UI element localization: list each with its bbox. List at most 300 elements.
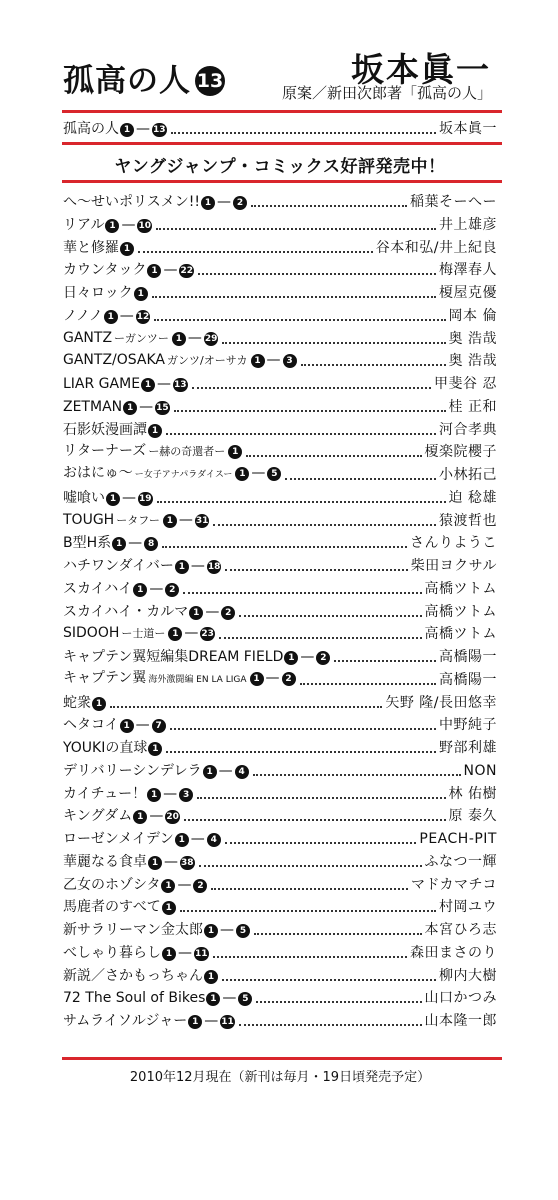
- vol-from-badge: 1: [206, 992, 220, 1006]
- book-row: [63, 669, 497, 689]
- vol-from-badge: 1: [161, 879, 175, 893]
- vol-to-badge: 15: [156, 402, 169, 413]
- book-author: 高橋ツトム: [424, 580, 497, 597]
- book-author: 猿渡哲也: [439, 512, 497, 529]
- volume-range-dash: —: [218, 762, 233, 779]
- vol-to-badge: 8: [144, 537, 158, 551]
- vol-from-badge: 1: [148, 856, 162, 870]
- book-row: [63, 942, 497, 962]
- vol-to-badge: 2: [165, 583, 179, 597]
- book-title-text: 孤高の人: [63, 63, 191, 99]
- book-row: [63, 328, 497, 348]
- book-row: [63, 623, 497, 643]
- book-author: 本宮ひろ志: [424, 922, 497, 938]
- dotted-leader: [254, 933, 422, 935]
- vol-to-badge: 5: [267, 467, 281, 481]
- volume-badge: 13: [195, 66, 225, 96]
- book-author: 岡本 倫: [448, 307, 497, 324]
- book-author: PEACH-PIT: [419, 831, 497, 847]
- dotted-leader: [184, 819, 446, 821]
- book-subtitle: 海外激闘編 EN LA LIGA: [148, 674, 247, 685]
- vol-from-badge: 1: [120, 242, 134, 256]
- book-title-cell: [63, 830, 222, 848]
- dotted-leader: [334, 660, 436, 662]
- book-title: キャプテン翼短編集DREAM FIELD: [63, 649, 284, 665]
- dotted-leader: [170, 728, 436, 730]
- vol-from-badge: 1: [188, 1015, 202, 1029]
- book-title-cell: [63, 876, 208, 894]
- volume-range-dash: —: [163, 785, 178, 802]
- dotted-leader: [256, 1001, 421, 1003]
- vol-from-badge: 1: [141, 378, 155, 392]
- vol-from-badge: 1: [133, 583, 147, 597]
- volume-range-dash: —: [149, 580, 164, 597]
- book-author: NON: [463, 762, 497, 779]
- book-title: スカイハイ: [63, 580, 133, 597]
- vol-to-badge: 11: [195, 948, 208, 959]
- vol-from-badge: 1: [147, 264, 161, 278]
- volume-range-dash: —: [157, 376, 172, 392]
- book-author: マドカマチコ: [410, 876, 497, 893]
- dotted-leader: [138, 251, 373, 253]
- vol-to-badge: 5: [236, 924, 250, 938]
- book-title: 新サラリーマン金太郎: [63, 922, 203, 938]
- vol-from-badge: 1: [251, 354, 265, 368]
- book-title: ノノノ: [63, 307, 103, 324]
- vol-from-badge: 1: [133, 810, 147, 824]
- book-title-cell: [63, 193, 248, 211]
- book-row: [63, 692, 497, 712]
- book-title: 華と修羅: [63, 239, 119, 256]
- dotted-leader: [301, 364, 446, 366]
- book-author: 森田まさのり: [410, 944, 497, 961]
- book-title: べしゃり暮らし: [63, 944, 161, 961]
- volume-range-dash: —: [178, 511, 193, 528]
- book-author: 高橋陽一: [439, 649, 497, 665]
- book-title-cell: [63, 216, 153, 234]
- volume-range-dash: —: [121, 216, 136, 233]
- dotted-leader: [239, 615, 421, 617]
- vol-to-badge: 38: [181, 857, 194, 868]
- book-author: 桂 正和: [448, 398, 497, 415]
- book-author: 高橋ツトム: [424, 626, 497, 643]
- book-title: リアル: [63, 216, 105, 233]
- volume-range-dash: —: [177, 876, 192, 893]
- vol-to-badge: 5: [238, 992, 252, 1006]
- vol-from-badge: 1: [92, 697, 106, 711]
- book-title-cell: [63, 284, 149, 302]
- book-row: [63, 965, 497, 985]
- book-row: [63, 646, 497, 666]
- book-title-cell: [63, 421, 163, 439]
- vol-to-badge: 2: [221, 606, 235, 620]
- volume-range-dash: —: [216, 194, 231, 210]
- book-title: 蛇衆: [63, 694, 91, 711]
- dotted-leader: [157, 501, 446, 503]
- book-title-cell: [63, 785, 194, 803]
- book-title-cell: [63, 398, 171, 416]
- book-title-cell: [63, 375, 189, 393]
- vol-from-badge: 1: [235, 467, 249, 481]
- book-row: [63, 851, 497, 871]
- book-title-cell: [63, 967, 219, 985]
- vol-to-badge: 31: [195, 515, 209, 526]
- book-title: ZETMAN: [63, 398, 123, 415]
- vol-to-badge: 2: [282, 672, 296, 686]
- dotted-leader: [253, 774, 461, 776]
- book-subtitle: ータフー: [116, 513, 160, 527]
- book-row: [63, 464, 497, 484]
- book-title: 72 The Soul of Bikes: [63, 990, 206, 1007]
- book-row: [63, 305, 497, 325]
- dotted-leader: [300, 683, 437, 685]
- book-title-cell: [63, 511, 210, 530]
- volume-range-dash: —: [300, 649, 315, 665]
- volume-range-dash: —: [220, 922, 234, 938]
- book-author: 野部利雄: [439, 740, 497, 756]
- vol-from-badge: 1: [163, 514, 177, 528]
- book-author: 甲斐谷 忍: [434, 376, 497, 392]
- book-title: GANTZ: [63, 329, 113, 346]
- vol-from-badge: 1: [250, 672, 264, 686]
- vol-from-badge: 1: [104, 310, 118, 324]
- book-title-cell: [63, 762, 250, 780]
- book-title: 乙女のホゾシタ: [63, 876, 161, 893]
- book-title-cell: [63, 716, 167, 734]
- book-title: GANTZ/OSAKA: [63, 352, 166, 369]
- book-subtitle: ー女子アナパラダイスー: [134, 470, 233, 480]
- book-author: さんりようこ: [410, 535, 497, 552]
- footer-note: 2010年12月現在（新刊は毎月・19日頃発売予定）: [129, 1070, 431, 1085]
- book-title-cell: [63, 307, 151, 325]
- book-title-cell: [63, 807, 181, 825]
- book-title-cell: [63, 603, 236, 621]
- vol-from-badge: 1: [284, 651, 298, 665]
- page-header: [0, 0, 558, 110]
- book-title: ヘタコイ: [63, 717, 119, 734]
- vol-from-badge: 1: [148, 424, 162, 438]
- book-title-cell: [63, 261, 195, 279]
- vol-from-badge: 1: [162, 901, 176, 915]
- volume-range-dash: —: [222, 990, 237, 1007]
- volume-range-dash: —: [135, 717, 150, 734]
- book-title: おはにゅ〜: [63, 465, 133, 481]
- volume-range-dash: —: [178, 944, 192, 961]
- dotted-leader: [198, 273, 436, 275]
- vol-to-badge: 29: [204, 333, 218, 344]
- red-rule-bottom: [62, 1057, 502, 1060]
- book-title-cell: [63, 898, 177, 916]
- volume-range-dash: —: [164, 853, 178, 870]
- vol-from-badge: 1: [204, 970, 218, 984]
- book-row: [63, 601, 497, 621]
- book-title-cell: [63, 944, 210, 962]
- book-row: [63, 396, 497, 416]
- book-author: 井上雄彦: [439, 216, 497, 233]
- book-title: カウンタック: [63, 262, 147, 279]
- volume-range-dash: —: [190, 831, 205, 847]
- book-author: 奥 浩哉: [448, 353, 497, 370]
- book-subtitle: ガンツ/オーサカ: [167, 354, 248, 368]
- book-author: 榎楽院櫻子: [424, 444, 497, 461]
- dotted-leader: [156, 228, 436, 230]
- dotted-leader: [166, 433, 436, 435]
- book-subtitle: ー赫の奇還者ー: [148, 445, 226, 459]
- vol-from-badge: 1: [112, 537, 126, 551]
- current-series-title: 孤高の人: [63, 121, 119, 137]
- vol-from-badge: 1: [147, 788, 161, 802]
- dotted-leader: [197, 797, 445, 799]
- vol-from-badge: 1: [228, 445, 242, 459]
- book-author: 柳内大樹: [439, 967, 497, 984]
- book-author: 原 泰久: [448, 808, 497, 825]
- book-author: 村岡ユウ: [439, 899, 497, 916]
- book-row: [63, 987, 497, 1007]
- book-author: 迫 稔雄: [448, 489, 497, 506]
- book-title: SIDOOH: [63, 625, 120, 642]
- book-row: [63, 441, 497, 461]
- dotted-leader: [251, 205, 407, 207]
- book-title-cell: [63, 442, 243, 461]
- volume-range-dash: —: [122, 489, 136, 506]
- book-row: [63, 783, 497, 803]
- vol-to-badge: 19: [139, 493, 152, 504]
- dotted-leader: [154, 319, 445, 321]
- book-title: サムライソルジャー: [63, 1013, 188, 1029]
- book-row: [63, 919, 497, 939]
- book-title: デリバリーシンデレラ: [63, 762, 202, 779]
- book-title-cell: [63, 239, 135, 257]
- dotted-leader: [110, 706, 382, 708]
- book-title-cell: [63, 351, 298, 370]
- vol-to-badge: 22: [180, 266, 193, 277]
- volume-range-dash: —: [190, 558, 205, 574]
- red-rule-banner: [62, 180, 502, 183]
- book-title: スカイハイ・カルマ: [63, 603, 189, 620]
- dotted-leader: [225, 569, 407, 571]
- vol-to-badge: 3: [179, 788, 193, 802]
- vol-to-badge: 12: [136, 311, 150, 322]
- book-row: [63, 487, 497, 507]
- volume-range-dash: —: [119, 307, 134, 324]
- book-title: リターナーズ: [63, 443, 147, 460]
- book-title: カイチュー！: [63, 785, 147, 802]
- book-title-cell: [63, 853, 196, 871]
- vol-to-badge: 2: [316, 651, 330, 665]
- book-title: [63, 55, 225, 100]
- book-row: [63, 419, 497, 439]
- dotted-leader: [219, 637, 422, 639]
- original-work-credit: 原案／新田次郎著「孤高の人」: [281, 84, 492, 102]
- book-title: 馬鹿者のすべて: [63, 899, 161, 916]
- vol-from-badge: 1: [203, 765, 217, 779]
- book-row: [63, 760, 497, 780]
- vol-from-badge: 1: [106, 492, 120, 506]
- red-rule-mid: [62, 142, 502, 145]
- book-subtitle: ーガンツー: [114, 331, 169, 345]
- book-title-cell: [63, 989, 253, 1007]
- book-row: [63, 737, 497, 757]
- vol-to-badge: 11: [221, 1017, 234, 1027]
- volume-range-dash: —: [128, 535, 143, 552]
- book-author: 山本隆一郎: [424, 1013, 497, 1029]
- current-series-author: 坂本眞一: [439, 121, 497, 137]
- volume-range-dash: —: [266, 352, 281, 369]
- book-author: 河合孝典: [439, 421, 497, 438]
- book-title-cell: [63, 329, 219, 348]
- vol-from-badge: 1: [134, 287, 148, 301]
- dotted-leader: [152, 296, 436, 298]
- book-row: [63, 237, 497, 257]
- book-author: 小林拓己: [439, 467, 497, 483]
- book-author: 稲葉そーへー: [410, 194, 497, 210]
- volume-range-dash: —: [184, 625, 199, 642]
- book-row: [63, 896, 497, 916]
- book-row: [63, 214, 497, 234]
- dotted-leader: [171, 132, 436, 134]
- book-title: キングダム: [63, 808, 133, 825]
- book-title: B型H系: [63, 535, 112, 552]
- dotted-leader: [239, 1024, 422, 1026]
- book-author: 奥 浩哉: [448, 330, 497, 347]
- vol-to-badge: 2: [193, 879, 207, 893]
- vol-to-badge: 20: [166, 812, 179, 823]
- book-title-cell: [63, 489, 154, 507]
- book-title-cell: [63, 669, 297, 689]
- book-subtitle: ー士道ー: [121, 627, 166, 641]
- book-title: ローゼンメイデン: [63, 831, 174, 847]
- book-title-cell: [63, 534, 159, 552]
- book-row: [63, 373, 497, 393]
- book-row: [63, 555, 497, 575]
- book-author: 柴田ヨクサル: [410, 558, 497, 574]
- book-title-cell: [63, 694, 107, 712]
- vol-from-badge: 1: [201, 196, 215, 210]
- book-title: 日々ロック: [63, 285, 133, 301]
- vol-to-badge: 4: [207, 833, 221, 847]
- book-title: LIAR GAME: [63, 376, 141, 392]
- book-author: 榎屋克優: [439, 285, 497, 301]
- book-row: [63, 259, 497, 279]
- book-row: [63, 578, 497, 598]
- book-author: 矢野 隆/長田悠幸: [385, 694, 497, 711]
- book-title: YOUKIの直球: [63, 740, 148, 756]
- vol-from-badge: 1: [172, 332, 186, 346]
- dotted-leader: [183, 592, 421, 594]
- book-title-cell: [63, 1012, 236, 1030]
- dotted-leader: [211, 888, 408, 890]
- vol-to-badge: 18: [207, 562, 221, 572]
- dotted-leader: [180, 910, 436, 912]
- vol-to-badge: 4: [235, 765, 249, 779]
- book-title-cell: [63, 648, 331, 666]
- vol-from-badge: 1: [189, 606, 203, 620]
- dotted-leader: [162, 546, 407, 548]
- volume-range-dash: —: [187, 329, 202, 346]
- vol-from-badge: 1: [148, 742, 162, 756]
- book-row: [63, 282, 497, 302]
- dotted-leader: [222, 979, 436, 981]
- dotted-leader: [174, 410, 446, 412]
- book-title: 石影妖漫画譚: [63, 421, 147, 438]
- book-title: 華麗なる食卓: [63, 853, 147, 870]
- dotted-leader: [199, 865, 422, 867]
- vol-from-badge: 1: [120, 123, 134, 137]
- book-row: [63, 532, 497, 552]
- vol-to-badge: 13: [174, 380, 187, 390]
- volume-range-dash: —: [139, 398, 154, 415]
- vol-from-badge: 1: [175, 560, 189, 574]
- book-author: 谷本和弘/井上紀良: [375, 239, 497, 256]
- vol-to-badge: 7: [152, 719, 166, 733]
- book-title-cell: [63, 739, 163, 757]
- dotted-leader: [213, 524, 436, 526]
- dotted-leader: [213, 956, 407, 958]
- dotted-leader: [192, 387, 431, 389]
- book-title: 嘘喰い: [63, 489, 105, 506]
- volume-range-dash: —: [205, 603, 220, 620]
- book-title-cell: [63, 464, 282, 484]
- book-author: 高橋ツトム: [424, 603, 497, 620]
- dotted-leader: [166, 751, 436, 753]
- book-row: [63, 510, 497, 530]
- book-title-cell: [63, 624, 216, 643]
- vol-from-badge: 1: [175, 833, 189, 847]
- book-author: 中野純子: [439, 717, 497, 734]
- book-author: 林 佑樹: [448, 785, 497, 802]
- vol-to-badge: 23: [201, 629, 214, 640]
- book-row: [63, 350, 497, 370]
- volume-range-dash: —: [204, 1013, 219, 1029]
- book-title-cell: [63, 580, 180, 598]
- book-title: TOUGH: [63, 511, 115, 528]
- vol-from-badge: 1: [204, 924, 218, 938]
- book-title-cell: [63, 921, 251, 939]
- vol-to-badge: 3: [283, 354, 297, 368]
- vol-to-badge: 13: [153, 125, 166, 135]
- book-row: [63, 714, 497, 734]
- dotted-leader: [222, 342, 445, 344]
- vol-from-badge: 1: [123, 401, 137, 415]
- vol-from-badge: 1: [105, 219, 119, 233]
- volume-range-dash: —: [149, 808, 164, 825]
- book-author: 坂本眞一: [351, 50, 491, 89]
- book-author: 梅澤春人: [439, 262, 497, 279]
- book-author: 高橋陽一: [439, 671, 497, 688]
- book-row: [63, 874, 497, 894]
- book-row: [63, 191, 497, 211]
- book-author: ふなつ一輝: [424, 853, 497, 870]
- book-title-cell: [63, 557, 222, 575]
- current-series-row: 孤高の人 1 — 13 坂本眞一: [63, 121, 497, 137]
- volume-range-dash: —: [251, 465, 266, 481]
- vol-from-badge: 1: [162, 947, 176, 961]
- volume-range-dash: —: [163, 262, 178, 279]
- red-rule-top: [62, 110, 502, 113]
- book-row: [63, 1010, 497, 1030]
- banner-heading: ヤングジャンプ・コミックス好評発売中！: [114, 157, 446, 177]
- book-author: 山口かつみ: [424, 990, 497, 1007]
- book-title: ハチワンダイバー: [63, 558, 174, 574]
- vol-to-badge: 10: [138, 220, 151, 231]
- vol-from-badge: 1: [120, 719, 134, 733]
- volume-range-dash: —: [265, 669, 280, 686]
- book-title: キャプテン翼: [63, 669, 147, 686]
- vol-from-badge: 1: [168, 627, 182, 641]
- dotted-leader: [225, 842, 417, 844]
- book-title: 新説／さかもっちゃん: [63, 967, 203, 984]
- vol-to-badge: 2: [233, 196, 247, 210]
